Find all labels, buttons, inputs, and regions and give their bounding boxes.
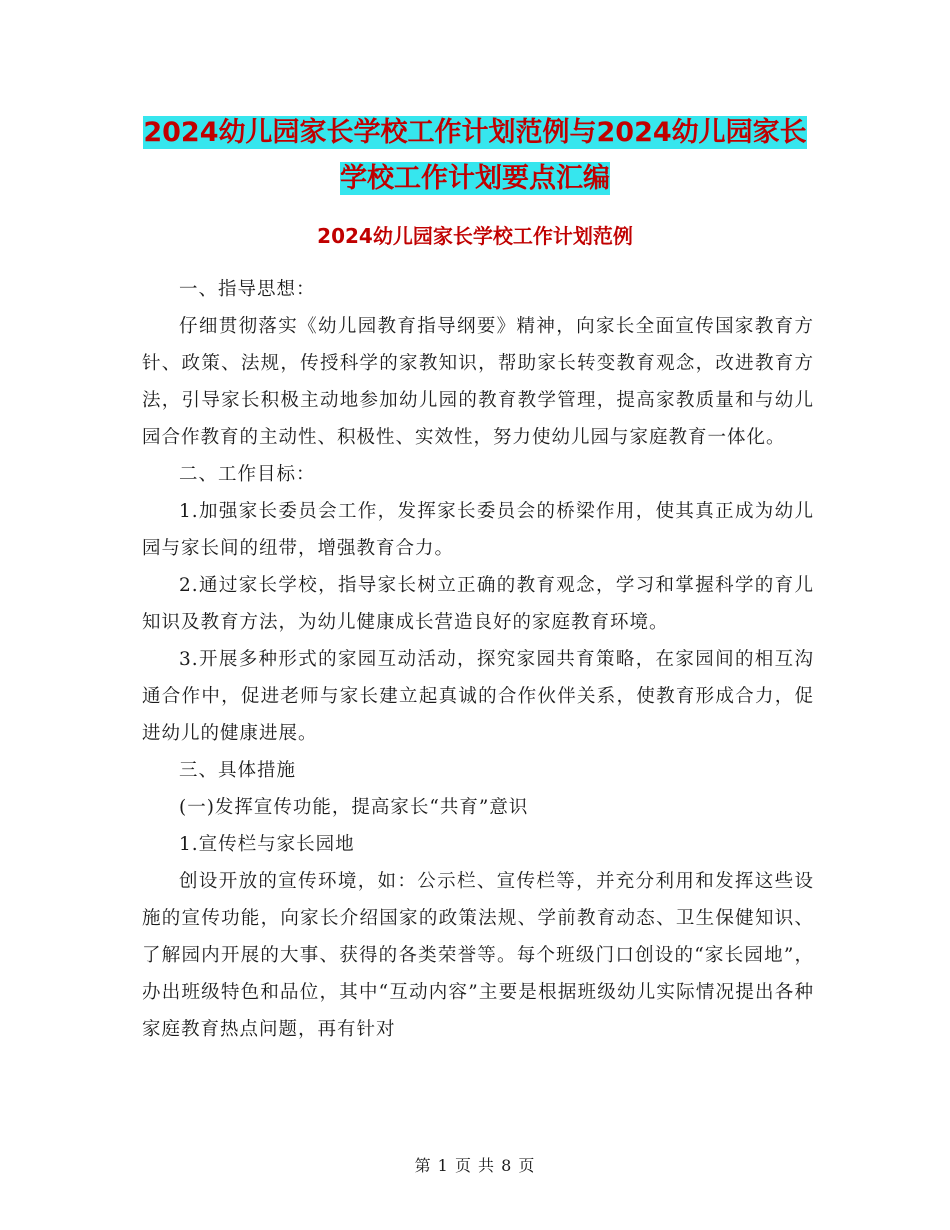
paragraph-goal-1: 1.加强家长委员会工作，发挥家长委员会的桥梁作用，使其真正成为幼儿园与家长间的纽带，增强教育合力。 (142, 501, 814, 559)
paragraph-bulletin-heading: 1.宣传栏与家长园地 (179, 834, 355, 855)
paragraph-goal-3: 3.开展多种形式的家园互动活动，探究家园共育策略，在家园间的相互沟通合作中，促进老师与家长建立起真诚的合作伙伴关系，使教育形成合力，促进幼儿的健康进展。 (142, 649, 814, 744)
page-footer: 第 1 页 共 8 页 (414, 1156, 536, 1175)
document-title-line-2: 学校工作计划要点汇编 (340, 163, 610, 194)
paragraph-goal-2: 2.通过家长学校，指导家长树立正确的教育观念，学习和掌握科学的育儿知识及教育方法，为幼儿健康成长营造良好的家庭教育环境。 (142, 575, 814, 633)
document-title (0, 110, 950, 202)
paragraph-guiding-idea: 仔细贯彻落实《幼儿园教育指导纲要》精神，向家长全面宣传国家教育方针、政策、法规，传授科学的家教知识，帮助家长转变教育观念，改进教育方法，引导家长积极主动地参加幼儿园的教育教学管理，提高家教质量和与幼儿园合作教育的主动性、积极性、实效性，努力使幼儿园与家庭教育一体化。 (142, 316, 814, 448)
paragraph-measures-heading: 三、具体措施 (179, 760, 297, 781)
section-heading: 2024幼儿园家长学校工作计划范例 (317, 224, 633, 248)
paragraph-guiding-idea-heading: 一、指导思想： (179, 279, 316, 300)
paragraph-goals-heading: 二、工作目标： (179, 464, 316, 485)
document-title-line-1: 2024幼儿园家长学校工作计划范例与2024幼儿园家长 (143, 117, 807, 148)
paragraph-measure-1-heading: (一)发挥宣传功能，提高家长“共育”意识 (179, 797, 529, 818)
document-body (142, 271, 814, 1048)
paragraph-bulletin: 创设开放的宣传环境，如：公示栏、宣传栏等，并充分利用和发挥这些设施的宣传功能，向家长介绍国家的政策法规、学前教育动态、卫生保健知识、了解园内开展的大事、获得的各类荣誉等。每个班级门口创设的“家长园地”，办出班级特色和品位，其中“互动内容”主要是根据班级幼儿实际情况提出各种家庭教育热点问题，再有针对 (142, 871, 814, 1040)
